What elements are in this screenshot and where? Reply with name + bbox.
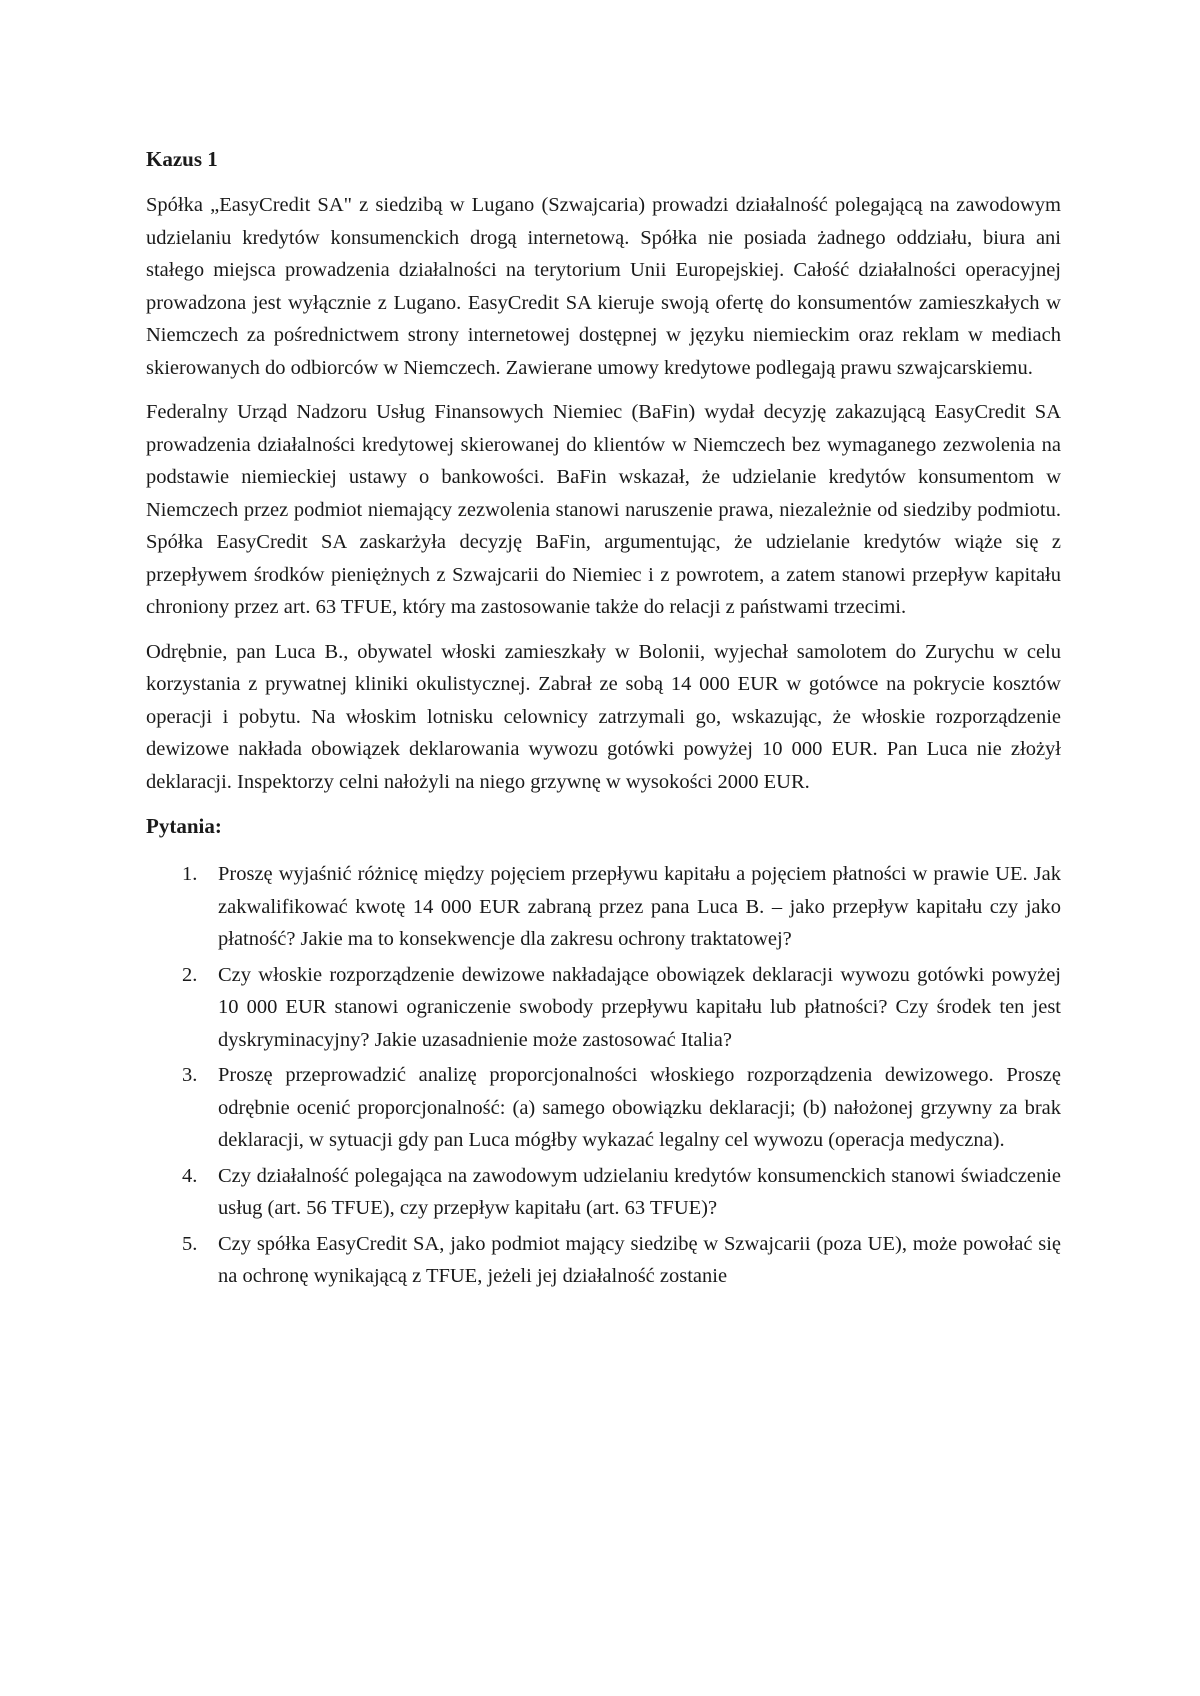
questions-list xyxy=(146,858,1061,1293)
question-text: Czy działalność polegająca na zawodowym udzielaniu kredytów konsumenckich stanowi świadczenie usług (art. 56 TFUE), czy przepływ kapitału (art. 63 TFUE)? xyxy=(218,1164,1061,1219)
paragraph-facts-luca: Odrębnie, pan Luca B., obywatel włoski zamieszkały w Bolonii, wyjechał samolotem do Zurychu w celu korzystania z prywatnej kliniki okulistycznej. Zabrał ze sobą 14 000 EUR w gotówce na pokrycie kosztów operacji i pobytu. Na włoskim lotnisku celownicy zatrzymali go, wskazując, że włoskie rozporządzenie dewizowe nakłada obowiązek deklarowania wywozu gotówki powyżej 10 000 EUR. Pan Luca nie złożył deklaracji. Inspektorzy celni nałożyli na niego grzywnę w wysokości 2000 EUR. xyxy=(146,640,1061,793)
question-number: 2. xyxy=(182,963,198,986)
question-text: Czy włoskie rozporządzenie dewizowe nakładające obowiązek deklaracji wywozu gotówki powyżej 10 000 EUR stanowi ograniczenie swobody przepływu kapitału lub płatności? Czy środek ten jest dyskryminacyjny? Jakie uzasadnienie może zastosować Italia? xyxy=(218,963,1061,1051)
questions-heading: Pytania: xyxy=(146,814,222,838)
question-text: Proszę przeprowadzić analizę proporcjonalności włoskiego rozporządzenia dewizowego. Proszę odrębnie ocenić proporcjonalność: (a) samego obowiązku deklaracji; (b) nałożonej grzywny za brak deklaracji, w sytuacji gdy pan Luca mógłby wykazać legalny cel wywozu (operacja medyczna). xyxy=(218,1064,1061,1151)
question-item xyxy=(146,1228,1061,1293)
question-text: Czy spółka EasyCredit SA, jako podmiot mający siedzibę w Szwajcarii (poza UE), może powołać się na ochronę wynikającą z TFUE, jeżeli jej działalność zostanie xyxy=(218,1232,1061,1287)
question-item xyxy=(146,959,1061,1057)
paragraph-facts-easycredit: Spółka „EasyCredit SA" z siedzibą w Lugano (Szwajcaria) prowadzi działalność polegającą na zawodowym udzielaniu kredytów konsumenckich drogą internetową. Spółka nie posiada żadnego oddziału, biura ani stałego miejsca prowadzenia działalności na terytorium Unii Europejskiej. Całość działalności operacyjnej prowadzona jest wyłącznie z Lugano. EasyCredit SA kieruje swoją ofertę do konsumentów zamieszkałych w Niemczech za pośrednictwem strony internetowej dostępnej w języku niemieckim oraz reklam w mediach skierowanych do odbiorców w Niemczech. Zawierane umowy kredytowe podlegają prawu szwajcarskiemu. xyxy=(146,194,1061,379)
document-title: Kazus 1 xyxy=(146,147,218,171)
question-number: 4. xyxy=(182,1164,198,1187)
question-number: 1. xyxy=(182,863,198,885)
question-number: 3. xyxy=(182,1064,198,1086)
question-number: 5. xyxy=(182,1232,198,1255)
paragraph-facts-bafin: Federalny Urząd Nadzoru Usług Finansowych Niemiec (BaFin) wydał decyzję zakazującą EasyCredit SA prowadzenia działalności kredytowej skierowanej do klientów w Niemczech bez wymaganego zezwolenia na podstawie niemieckiej ustawy o bankowości. BaFin wskazał, że udzielanie kredytów konsumentom w Niemczech przez podmiot niemający zezwolenia stanowi naruszenie prawa, niezależnie od siedziby podmiotu. Spółka EasyCredit SA zaskarżyła decyzję BaFin, argumentując, że udzielanie kredytów wiąże się z przepływem środków pieniężnych z Szwajcarii do Niemiec i z powrotem, a zatem stanowi przepływ kapitału chroniony przez art. 63 TFUE, który ma zastosowanie także do relacji z państwami trzecimi. xyxy=(146,401,1061,618)
question-item xyxy=(146,1059,1061,1157)
document-page xyxy=(146,143,1061,1296)
question-text: Proszę wyjaśnić różnicę między pojęciem przepływu kapitału a pojęciem płatności w prawie UE. Jak zakwalifikować kwotę 14 000 EUR zabraną przez pana Luca B. – jako przepływ kapitału czy jako płatność? Jakie ma to konsekwencje dla zakresu ochrony traktatowej? xyxy=(218,863,1061,950)
question-item xyxy=(146,1160,1061,1225)
question-item xyxy=(146,858,1061,956)
